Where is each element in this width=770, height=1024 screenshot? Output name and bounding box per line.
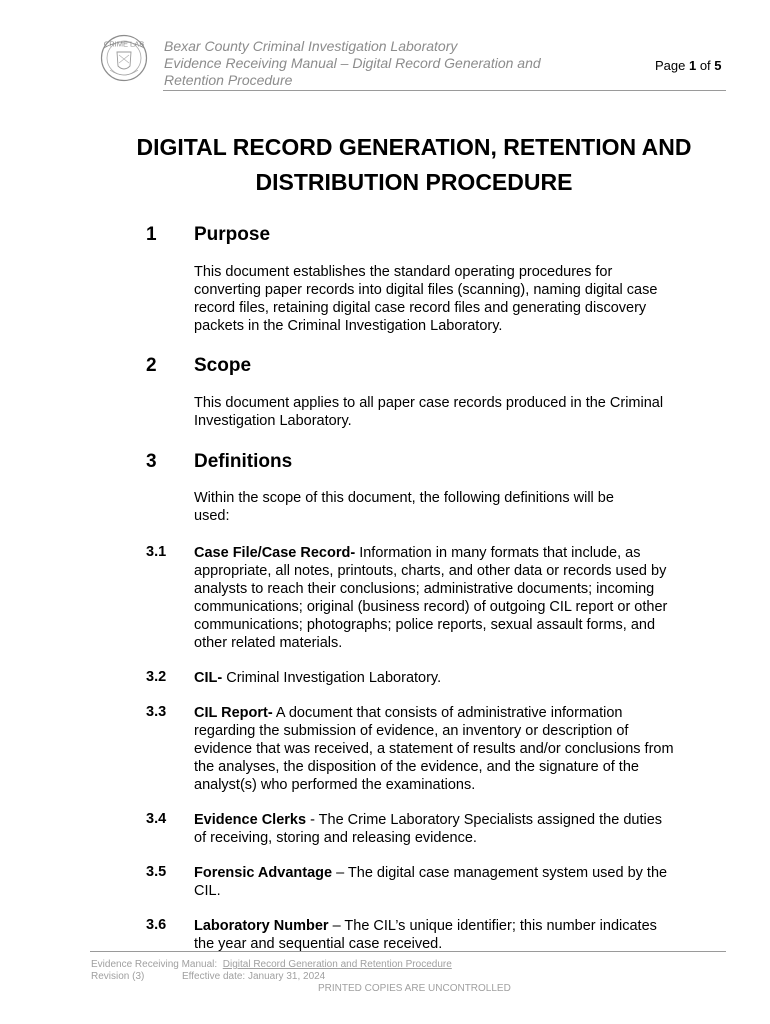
page-total: 5 — [714, 58, 722, 73]
definition-number: 3.6 — [146, 917, 167, 933]
definition-term: CIL- — [194, 670, 223, 686]
text-line: Within the scope of this document, the following definitions will be — [194, 490, 614, 506]
definition-case-file — [194, 544, 704, 652]
definition-cil-report — [194, 704, 704, 794]
document-title — [100, 130, 728, 200]
definition-number: 3.3 — [146, 704, 167, 720]
footer-manual — [91, 959, 452, 971]
text-line: analysts to reach their conclusions; administrative documents; incoming — [194, 581, 655, 597]
footer-divider — [90, 951, 726, 952]
definition-term: Case File/Case Record- — [194, 545, 356, 561]
page-current: 1 — [688, 58, 697, 73]
title-line1: DIGITAL RECORD GENERATION, RETENTION AND — [136, 134, 692, 160]
header-manual-line2: Retention Procedure — [164, 72, 293, 88]
header-text — [164, 38, 584, 89]
page-number — [655, 58, 722, 73]
definition-forensic-advantage — [194, 864, 704, 900]
section-heading-purpose: Purpose — [194, 224, 271, 245]
text-line: Investigation Laboratory. — [194, 413, 352, 429]
text-line: record files, retaining digital case record files and generating discovery — [194, 300, 647, 316]
text-line: communications; original (business record) of outgoing CIL report or other — [194, 599, 668, 615]
text-line: the year and sequential case received. — [194, 936, 443, 952]
text-line: appropriate, all notes, printouts, charts, and other data or records used by — [194, 563, 667, 579]
text-line: of receiving, storing and releasing evidence. — [194, 830, 477, 846]
definition-term: Evidence Clerks — [194, 812, 307, 828]
footer-uncontrolled-notice: PRINTED COPIES ARE UNCONTROLLED — [318, 983, 511, 994]
definition-number: 3.1 — [146, 544, 167, 560]
page-prefix: Page — [655, 58, 689, 73]
definition-cil — [194, 669, 704, 687]
section-scope-body — [194, 394, 704, 430]
definition-term: Forensic Advantage — [194, 865, 333, 881]
text-line: Information in many formats that include, as — [355, 545, 641, 561]
definition-term: CIL Report- — [194, 705, 273, 721]
text-line: This document applies to all paper case records produced in the Criminal — [194, 395, 664, 411]
page-of: of — [696, 58, 715, 73]
section-heading-definitions: Definitions — [194, 451, 293, 472]
definition-number: 3.5 — [146, 864, 167, 880]
section-definitions-body — [194, 489, 704, 525]
footer-manual-label: Evidence Receiving Manual: — [91, 959, 218, 970]
header-manual-line1: Evidence Receiving Manual – Digital Record Generation and — [164, 55, 541, 71]
text-line: - The Crime Laboratory Specialists assigned the duties — [306, 812, 663, 828]
title-line2: DISTRIBUTION PROCEDURE — [255, 169, 573, 195]
text-line: A document that consists of administrative information — [272, 705, 623, 721]
definition-laboratory-number — [194, 917, 704, 953]
text-line: other related materials. — [194, 635, 343, 651]
svg-text:CRIME LAB: CRIME LAB — [103, 39, 145, 49]
definition-number: 3.4 — [146, 811, 167, 827]
text-line: – The digital case management system used by the — [332, 865, 668, 881]
section-purpose-body — [194, 263, 704, 335]
definition-term: Laboratory Number — [194, 918, 329, 934]
text-line: CIL. — [194, 883, 221, 899]
text-line: analyst(s) who performed the examinations. — [194, 777, 476, 793]
definition-evidence-clerks — [194, 811, 704, 847]
header-org: Bexar County Criminal Investigation Laboratory — [164, 38, 458, 54]
section-number: 3 — [146, 451, 157, 472]
section-heading-scope: Scope — [194, 355, 252, 376]
section-number: 2 — [146, 355, 157, 376]
text-line: the analyses, the disposition of the evidence, and the signature of the — [194, 759, 639, 775]
text-line: regarding the submission of evidence, an inventory or description of — [194, 723, 629, 739]
header-divider — [163, 90, 726, 91]
text-line: used: — [194, 508, 230, 524]
text-line: converting paper records into digital files (scanning), naming digital case — [194, 282, 658, 298]
section-number: 1 — [146, 224, 157, 245]
footer-manual-link[interactable]: Digital Record Generation and Retention Procedure — [222, 959, 452, 970]
text-line: evidence that was received, a statement of results and/or conclusions from — [194, 741, 674, 757]
footer-revision: Revision (3) — [91, 971, 145, 982]
text-line: packets in the Criminal Investigation Laboratory. — [194, 318, 503, 334]
crime-lab-seal-icon — [100, 34, 148, 82]
footer-effective-date: Effective date: January 31, 2024 — [182, 971, 326, 982]
text-line: communications; photographs; police reports, sexual assault forms, and — [194, 617, 656, 633]
text-line: – The CIL’s unique identifier; this number indicates — [328, 918, 657, 934]
text-line: Criminal Investigation Laboratory. — [222, 670, 442, 686]
definition-number: 3.2 — [146, 669, 167, 685]
text-line: This document establishes the standard operating procedures for — [194, 264, 613, 280]
